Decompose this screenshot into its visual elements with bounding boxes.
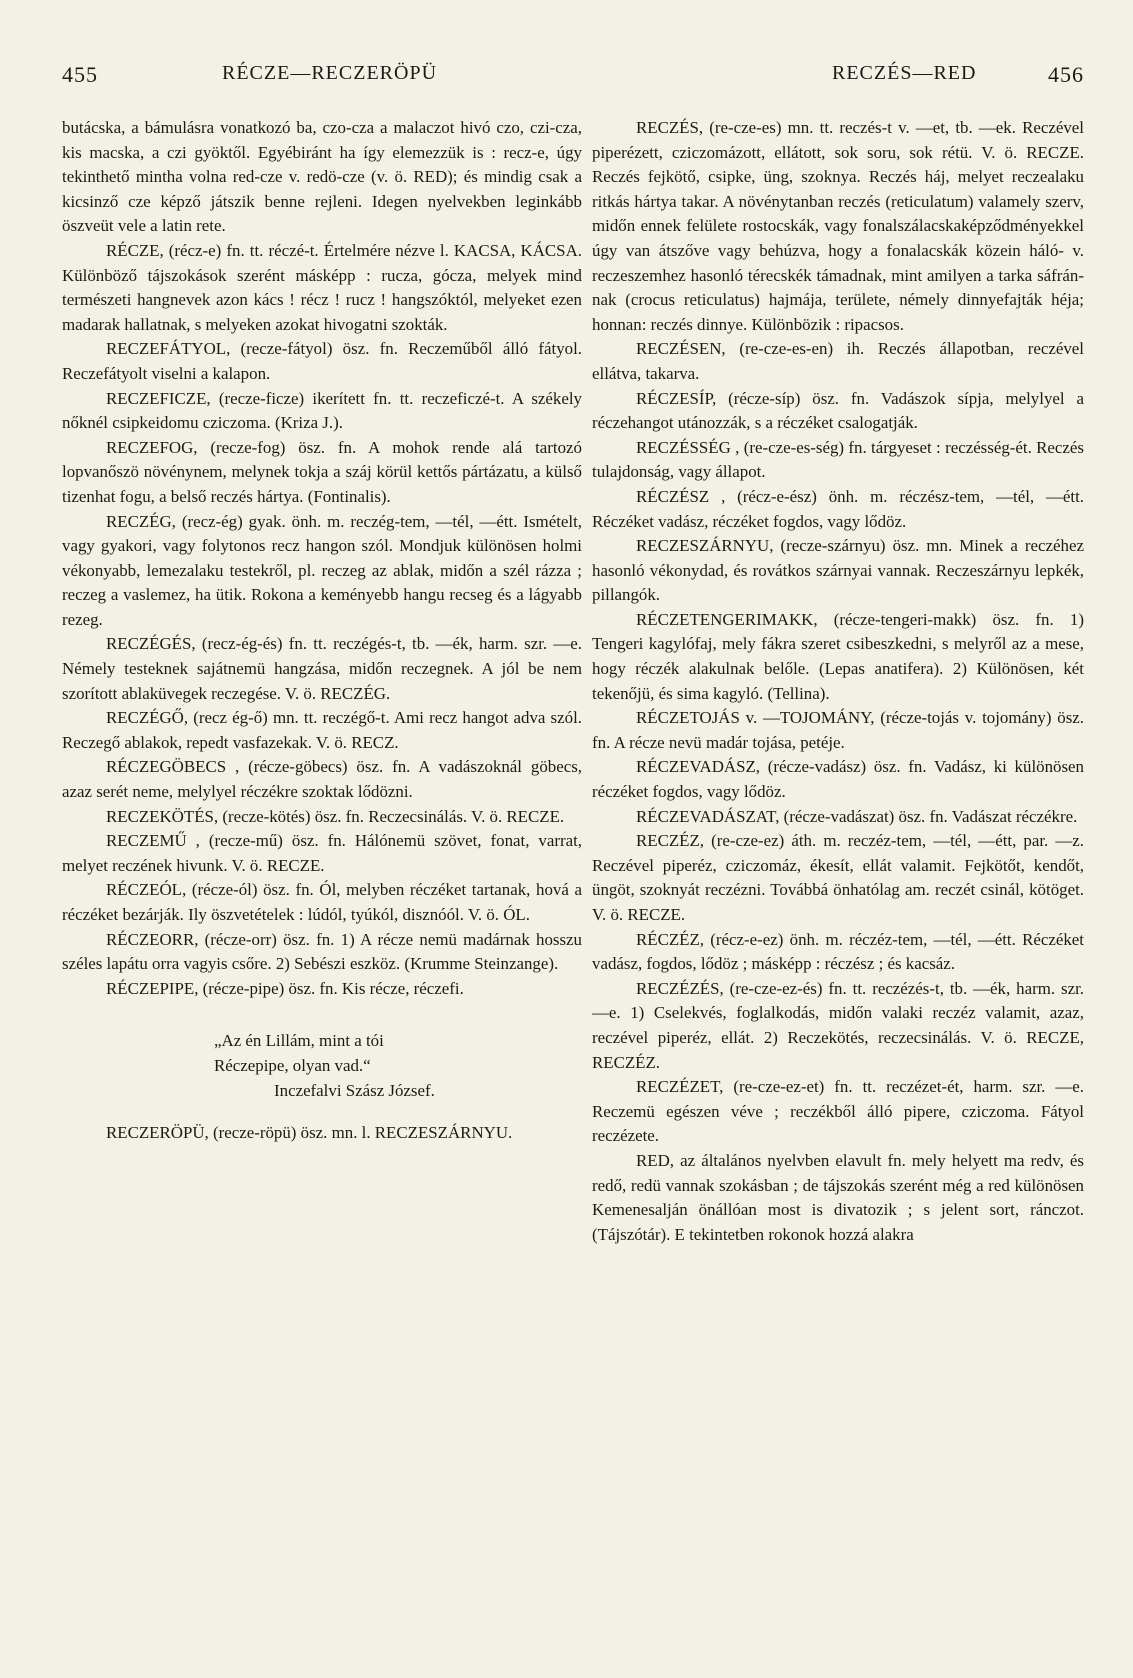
dictionary-entry: RECZÉG, (recz-ég) gyak. önh. m. reczég-tem, —tél, —étt. Ismételt, vagy gyakori, vagy folytonos recz hangon szól. Mondjuk különösen holmi vékonyabb, lemezalaku testekről, pl. reczeg az ablak, midőn a szél rázza ; reczeg a vaslemez, ha ütik. Rokona a keményebb hangu recseg és a lágyabb rezeg. bbox=[62, 511, 582, 629]
dictionary-entry: RÉCZESÍP, (récze-síp) ösz. fn. Vadászok sípja, melylyel a réczehangot utánozzák, s a réczéket csalogatják. bbox=[592, 388, 1084, 433]
dictionary-entry: RECZEFÁTYOL, (recze-fátyol) ösz. fn. Reczeműből álló fátyol. Reczefátyolt viselni a kalapon. bbox=[62, 339, 582, 383]
dictionary-entry: RECZÉS, (re-cze-es) mn. tt. reczés-t v. —et, tb. —ek. Reczével piperézett, cziczomázott, ellátott, sok soru, sok rétü. V. ö. RECZE. Reczés fejkötő, csipke, üng, szoknya. Reczés háj, melyet reczealaku ritkás hártya takar. A növénytanban reczés (reticulatum) valamely szerv, midőn ennek felülete rostocskák, vagy fonalszálacskaképződményekkel úgy van átszőve vagy behúzva, hogy a fonalacskák közein háló- v. reczeszemhez hasonló térecskék támadnak, mint amilyen a tarka sáfrán-nak (crocus reticulatus) hajmája, területe, némely dinnyefajták héja; honnan: reczés dinnye. Különbözik : ripacsos. bbox=[592, 118, 1084, 334]
page-number-right: 456 bbox=[1048, 62, 1084, 87]
running-head-right: RECZÉS—RED bbox=[832, 62, 977, 84]
poem-quote bbox=[62, 1029, 582, 1103]
page-number-left: 455 bbox=[62, 62, 98, 87]
dictionary-entry: RECZEMŰ , (recze-mű) ösz. fn. Hálónemü szövet, fonat, varrat, melyet reczének hivunk. V. ö. RECZE. bbox=[62, 831, 582, 875]
dictionary-entry: RÉCZETOJÁS v. —TOJOMÁNY, (récze-tojás v. tojomány) ösz. fn. A récze nevü madár tojása, petéje. bbox=[592, 708, 1084, 752]
dictionary-entry: RECZÉSSÉG , (re-cze-es-ség) fn. tárgyeset : reczésség-ét. Reczés tulajdonság, vagy állapot. bbox=[592, 437, 1084, 482]
quote-line: „Az én Lillám, mint a tói bbox=[214, 1031, 384, 1051]
dictionary-entry: RÉCZEÓL, (récze-ól) ösz. fn. Ól, melyben réczéket tartanak, hová a réczéket bezárják. Ily öszvetételek : lúdól, tyúkól, disznóól. V. ö. ÓL. bbox=[62, 880, 582, 924]
dictionary-entry: RECZÉGÉS, (recz-ég-és) fn. tt. reczégés-t, tb. —ék, harm. szr. —e. Némely testeknek sajátnemü hangzása, midőn reczegnek. A jól be nem szorított ablaküvegek reczegése. V. ö. RECZÉG. bbox=[62, 634, 582, 703]
dictionary-entry: RECZEFICZE, (recze-ficze) ikerített fn. tt. reczeficzé-t. A székely nőknél csipkeidomu cziczoma. (Kriza J.). bbox=[62, 388, 582, 433]
dictionary-entry: RÉCZEVADÁSZ, (récze-vadász) ösz. fn. Vadász, ki különösen réczéket fogdos, vagy lődöz. bbox=[592, 757, 1084, 802]
page-header-left bbox=[62, 62, 582, 92]
dictionary-entry: RÉCZEPIPE, (récze-pipe) ösz. fn. Kis récze, réczefi. bbox=[106, 978, 464, 998]
dictionary-entry: RÉCZEGÖBECS , (récze-göbecs) ösz. fn. A vadászoknál göbecs, azaz serét neme, melylyel réczékre szoktak lődözni. bbox=[62, 757, 582, 802]
dictionary-entry: RECZÉZ, (re-cze-ez) áth. m. reczéz-tem, —tél, —étt, par. —z. Reczével piperéz, cziczomáz, ékesít, ellát valamit. Fejkötőt, kendőt, üngöt, szoknyát reczézni. Továbbá önhatólag am. reczét csinál, kötöget. V. ö. RECZE. bbox=[592, 831, 1084, 924]
page-header-right bbox=[592, 62, 1084, 92]
dictionary-entry: RECZÉGŐ, (recz ég-ő) mn. tt. reczégő-t. Ami recz hangot adva szól. Reczegő ablakok, repedt vasfazekak. V. ö. RECZ. bbox=[62, 708, 582, 752]
dictionary-entry: RECZÉZET, (re-cze-ez-et) fn. tt. reczézet-ét, harm. szr. —e. Reczemü egészen véve ; reczékből álló pipere, cziczoma. Fátyol reczézete. bbox=[592, 1077, 1084, 1146]
dictionary-entry: RECZEFOG, (recze-fog) ösz. fn. A mohok rende alá tartozó lopvanőszö növénynem, melynek tokja a száj körül kettős pártázatu, a külső tizenhat fogu, a belső reczés hártya. (Fontinalis). bbox=[62, 437, 582, 506]
dictionary-entry: RECZEKÖTÉS, (recze-kötés) ösz. fn. Reczecsinálás. V. ö. RECZE. bbox=[106, 806, 565, 826]
running-head-left: RÉCZE—RECZERÖPÜ bbox=[222, 62, 438, 84]
dictionary-entry: RÉCZEORR, (récze-orr) ösz. fn. 1) A récze nemü madárnak hosszu széles lapátu orra vagyis csőre. 2) Sebészi eszköz. (Krumme Steinzange). bbox=[62, 929, 582, 974]
dictionary-entry: RECZÉSEN, (re-cze-es-en) ih. Reczés állapotban, reczével ellátva, takarva. bbox=[592, 339, 1084, 383]
dictionary-entry: RÉCZÉSZ , (récz-e-ész) önh. m. réczész-tem, —tél, —étt. Réczéket vadász, réczéket fogdos, vagy lődöz. bbox=[592, 486, 1084, 531]
dictionary-entry: RECZESZÁRNYU, (recze-szárnyu) ösz. mn. Minek a reczéhez hasonló vékonydad, és rovátkos szárnyai vannak. Reczeszárnyu lepkék, pillangók. bbox=[592, 536, 1084, 605]
dictionary-entry: RED, az általános nyelvben elavult fn. mely helyett ma redv, és redő, redü vannak szokásban ; de tájszokás szerént még a red különösen Kemenesalján önállóan most is divatozik ; s jelent sort, ránczot. (Tájszótár). E tekintetben rokonok hozzá alakra bbox=[592, 1150, 1084, 1244]
dictionary-entry: butácska, a bámulásra vonatkozó ba, czo-cza a malaczot hivó czo, czi-cza, kis macska, a czi gyöktől. Egyébiránt ha így elemezzük is : recz-e, úgy tekinthető mintha volna red-cze v. redö-cze (v. ö. RED); és mindig csak a kicsinző cze képző játszik benne rejleni. Idegen nyelvekben leginkább öszveüt vele a latin rete. bbox=[62, 118, 582, 236]
left-column bbox=[62, 116, 582, 1146]
dictionary-entry: RÉCZÉZ, (récz-e-ez) önh. m. réczéz-tem, —tél, —étt. Réczéket vadász, fogdos, lődöz ; másképp : réczész ; és kacsáz. bbox=[592, 929, 1084, 974]
dictionary-entry: RÉCZEVADÁSZAT, (récze-vadászat) ösz. fn. Vadászat réczékre. bbox=[636, 806, 1078, 826]
dictionary-entry: RÉCZETENGERIMAKK, (récze-tengeri-makk) ösz. fn. 1) Tengeri kagylófaj, mely fákra szeret csibeszkedni, s melyről az a mese, hogy réczék alakulnak belőle. (Lepas anatifera). 2) Különösen, két tekenőjü, és sima kagyló. (Tellina). bbox=[592, 609, 1084, 703]
dictionary-entry: RECZÉZÉS, (re-cze-ez-és) fn. tt. reczézés-t, tb. —ék, harm. szr. —e. 1) Cselekvés, foglalkodás, midőn valaki reczéz valamit, azaz, reczével piperéz, ellát. 2) Reczekötés, reczecsinálás. V. ö. RECZE, RECZÉZ. bbox=[592, 978, 1084, 1072]
quote-author: Inczefalvi Szász József. bbox=[274, 1080, 435, 1100]
right-column bbox=[592, 116, 1084, 1247]
dictionary-entry: RECZERÖPÜ, (recze-röpü) ösz. mn. l. RECZESZÁRNYU. bbox=[106, 1123, 513, 1143]
quote-line: Réczepipe, olyan vad.“ bbox=[214, 1055, 371, 1075]
dictionary-entry: RÉCZE, (récz-e) fn. tt. réczé-t. Értelmére nézve l. KACSA, KÁCSA. Különböző tájszokások szerént másképp : rucza, gócza, melyek mind természeti hangnevek azon kács ! récz ! rucz ! hangszóktól, melyeket ezen madarak hallatnak, s melyeken azokat hivogatni szokták. bbox=[62, 240, 582, 334]
